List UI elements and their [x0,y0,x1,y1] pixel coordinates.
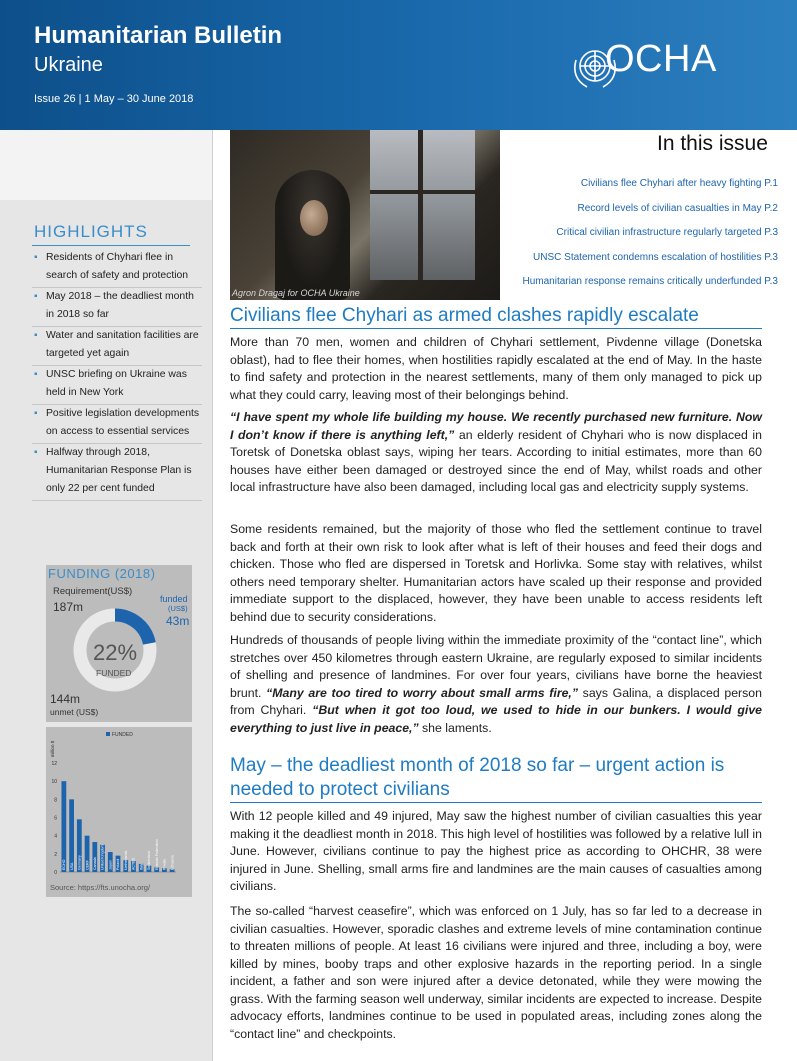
chart-ytick-label: 2 [54,851,57,858]
chart-category-label: Russian Federation [154,838,159,870]
chart-category-label: Lithuania [170,855,175,870]
highlight-item: ▪ Residents of Chyhari flee in search of safety and protection [32,249,202,288]
chart-legend-swatch [106,732,110,736]
paragraph-2-text: an elderly resident of Chyhari who is now displaced in Toretsk of Donetska oblast says, wiping her tears. According to initial estimates, more than 60 houses have either been damaged or destroyed since the end of May, whilst roads and other local infrastructure have also been damaged, including local gas and electricity supply systems. [230,427,762,494]
section2-rule [230,802,762,803]
chart-category-label: USA [69,862,74,870]
highlights-list [32,249,202,501]
toc-link[interactable]: Critical civilian infrastructure regularly targeted P.3 [556,227,778,238]
funding-percent: 22% [93,640,138,665]
photo-face [300,200,328,236]
donor-bar-chart [46,727,192,882]
section1-heading: Civilians flee Chyhari as armed clashes rapidly escalate [230,305,699,326]
paragraph-4-text-c: she laments. [418,720,492,735]
chart-category-label: Italy [139,863,144,870]
funding-funded-currency: (US$) [168,604,188,613]
chart-bar [69,799,74,872]
funding-title: FUNDING (2018) [48,566,156,581]
bulletin-country: Ukraine [34,54,103,76]
toc-link[interactable]: Record levels of civilian casualties in May P.2 [577,202,778,214]
chart-ytick-label: 0 [54,870,57,876]
chart-category-label: Private [162,858,167,870]
paragraph-4 [230,632,762,737]
paragraph-5: With 12 people killed and 49 injured, May saw the highest number of civilian casualties this year making it the deadliest month in 2018. This high level of hostilities was followed by a relative lull in June. However, civilians continue to pay the highest price as according to OHCHR, 38 were injured in June. Shelling, small arms fire and landmines are the main causes of casualties among civilians. [230,809,762,893]
funding-unmet-value: 144m [50,692,81,706]
in-this-issue-list [522,172,778,295]
highlight-item: ▪ Halfway through 2018, Humanitarian Response Plan is only 22 per cent funded [32,444,202,501]
section2-heading: May – the deadliest month of 2018 so far – urgent action is needed to protect civilians [230,755,725,800]
toc-link[interactable]: Humanitarian response remains critically underfunded P.3 [522,276,778,287]
in-this-issue-title: In this issue [657,132,768,155]
photo-window [370,130,475,280]
chart-bar [61,781,66,872]
toc-link[interactable]: Civilians flee Chyhari after heavy fighting P.1 [580,178,778,189]
photo-credit: Agron Dragaj for OCHA Ukraine [232,288,360,298]
highlight-item: ▪ Positive legislation developments on access to essential services [32,405,202,444]
chart-category-label: ECHO [62,859,67,870]
chart-category-label: Poland [116,858,121,870]
paragraph-2 [230,409,762,497]
issue-info: Issue 26 | 1 May – 30 June 2018 [34,93,194,105]
funding-percent-label: FUNDED [96,668,132,678]
section1-rule [230,328,762,329]
funding-funded-value: 43m [166,614,190,628]
chart-category-label: Canada [93,857,97,870]
funding-requirement-label: Requirement(US$) [53,586,133,597]
hero-photo [230,130,500,300]
chart-category-label: Switzerland [147,851,152,870]
highlights-title: HIGHLIGHTS [34,222,148,241]
sidebar-top [0,130,212,200]
chart-ytick-label: 12 [51,761,57,767]
funding-funded-label: funded [160,594,188,604]
chart-legend-label: FUNDED [112,732,133,738]
paragraph-4-text-a: Hundreds of thousands of people living within the immediate proximity of the “contact line”, which stretches over 450 kilometres through eastern Ukraine, are regularly exposed to similar incidents of shelling and presence of landmines. For over four years, civilians have borne the heaviest brunt. [230,633,762,700]
paragraph-4-text-b: says Galina, a displaced person from Chyhari. [230,685,762,717]
chart-ylabel: million $ [50,740,55,758]
bulletin-title: Humanitarian Bulletin [34,22,283,49]
funding-requirement-value: 187m [53,600,84,614]
toc-link[interactable]: UNSC Statement condemns escalation of hostilities P.3 [533,251,778,263]
quote-galina-2: “But when it got too loud, we used to hide in our bunkers. I would give everything to just live in peace,” [230,703,762,735]
paragraph-1: More than 70 men, women and children of Chyhari settlement, Pivdenne village (Donetska oblast), had to flee their homes, when hostilities rapidly escalated at the end of May. In the haste to find safety and protection in the nearest settlements, many of them only managed to pick up what they could carry, leaving most of their belongings behind. [230,335,762,402]
funding-unmet-label: unmet (US$) [50,707,99,717]
chart-ytick-label: 4 [54,833,57,840]
chart-category-label: CERF [85,860,90,870]
chart-category-label: Japan [108,860,113,870]
highlights-divider [32,245,190,246]
chart-category-label: ACTED [131,857,136,870]
paragraph-6: The so-called “harvest ceasefire”, which was enforced on 1 July, has so far led to a decrease in civilian casualties. However, sporadic clashes and extreme levels of mine contamination continue to threaten millions of people. At least 16 civilians were injured and three, including a boy, were killed by mines, booby traps and other explosive hazards in the reporting period. In a single incident, a father and son were injured after a device detonated, while they were mowing the grass. With the farming season well underway, similar incidents are expected to increase. Despite advocacy efforts, landmines continue to be used in populated areas, including zones along the “contact line” and checkpoints. [230,904,762,1041]
sidebar-divider [212,130,213,1061]
highlight-item: ▪ Water and sanitation facilities are targeted yet again [32,327,202,366]
ocha-logo-text: OCHA [605,38,717,80]
chart-source: Source: https://fts.unocha.org/ [50,883,151,892]
chart-ytick-label: 10 [51,779,57,786]
chart-category-label: Netherlands [123,850,128,870]
chart-category-label: United Kingdom [100,844,105,870]
quote-resident: “I have spent my whole life building my house. We recently purchased new furniture. Now I don’t know if there is anything left,” [230,410,762,442]
quote-galina-1: “Many are too tired to worry about small arms fire,” [266,685,579,700]
highlight-item: ▪ UNSC briefing on Ukraine was held in New York [32,366,202,405]
highlight-item: ▪ May 2018 – the deadliest month in 2018 so far [32,288,202,327]
chart-ytick-label: 6 [54,815,57,822]
paragraph-3: Some residents remained, but the majority of those who fled the settlement continue to travel back and forth at their own risk to look after what is left of their houses and feed their dogs and chicken. Those who fled are dispersed in Toretsk and Horlivka. Some stay with relatives, whilst others need temporary shelter. Humanitarian actors have scaled up their response and provided immediate support to the displaced, however, they have been unable to access residents left behind due to security considerations. [230,522,762,624]
chart-ytick-label: 8 [54,797,57,804]
chart-category-label: Germany [77,855,82,870]
